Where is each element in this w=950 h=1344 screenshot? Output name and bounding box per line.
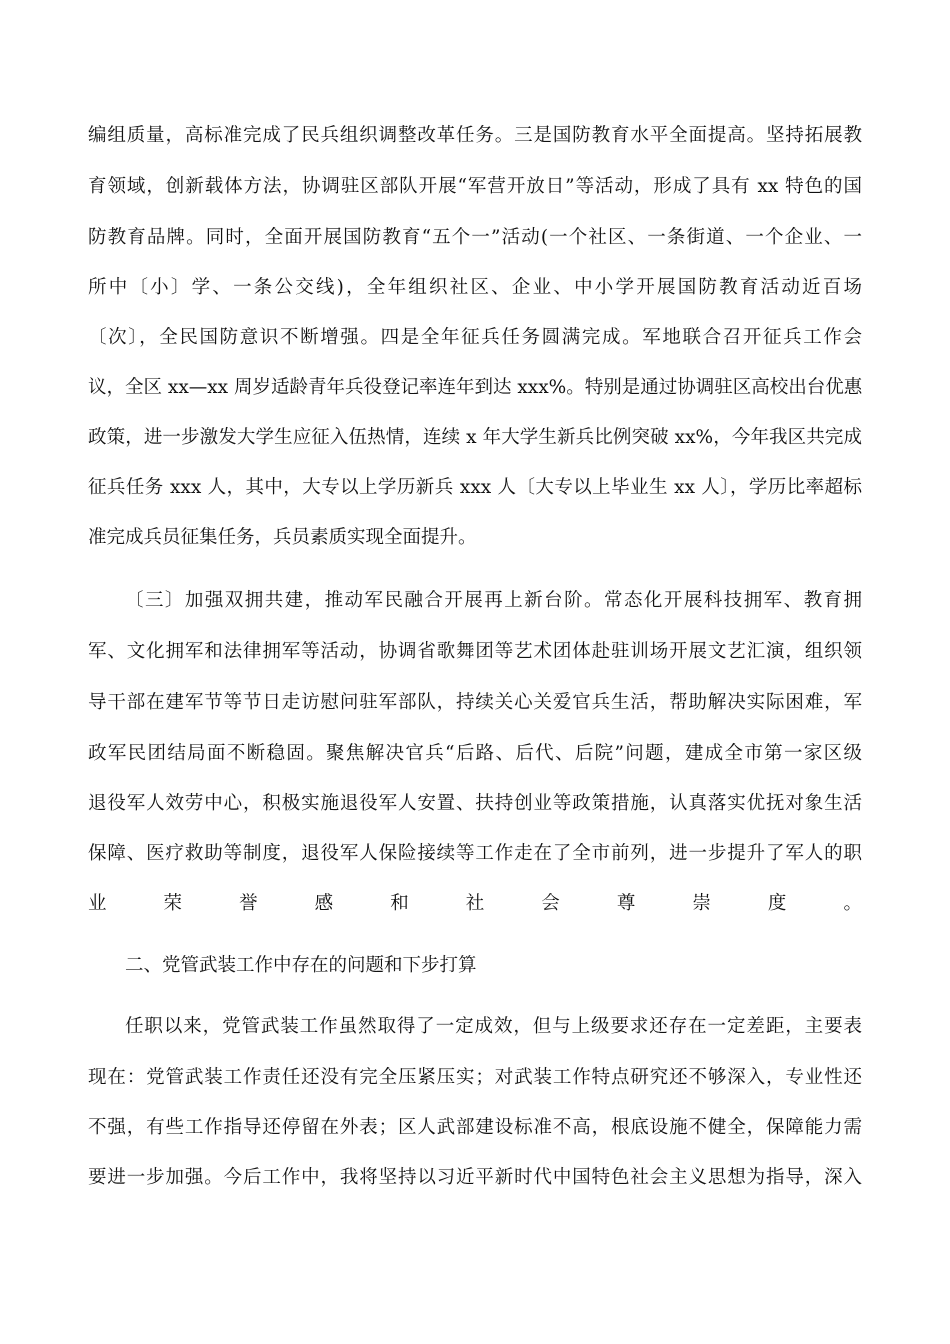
text-line: 政军民团结局面不断稳固。聚焦解决官兵“后路、后代、后院”问题，建成全市第一家区级 — [88, 743, 862, 764]
text-line: 要进一步加强。今后工作中，我将坚持以习近平新时代中国特色社会主义思想为指导，深入 — [88, 1167, 862, 1188]
paragraph-heading-line: 〔三〕加强双拥共建，推动军民融合开展再上新台阶。常态化开展科技拥军、教育拥 — [125, 590, 862, 611]
text-line: 防教育品牌。同时，全面开展国防教育“五个一”活动(一个社区、一条街道、一个企业、一 — [88, 227, 862, 248]
text-line: 所中〔小〕学、一条公交线)，全年组织社区、企业、中小学开展国防教育活动近百场 — [88, 277, 862, 298]
text-line: 保障、医疗救助等制度，退役军人保险接续等工作走在了全市前列，进一步提升了军人的职 — [88, 843, 862, 864]
text-line: 现在：党管武装工作责任还没有完全压紧压实；对武装工作特点研究还不够深入，专业性还 — [88, 1067, 862, 1088]
text-line: 军、文化拥军和法律拥军等活动，协调省歌舞团等艺术团体赴驻训场开展文艺汇演，组织领 — [88, 641, 862, 662]
text-line: 议，全区 xx—xx 周岁适龄青年兵役登记率连年到达 xxx%。特别是通过协调驻区高校出台优惠 — [88, 377, 862, 398]
text-line: 退役军人效劳中心，积极实施退役军人安置、扶持创业等政策措施，认真落实优抚对象生活 — [88, 793, 862, 814]
text-line: 〔次〕，全民国防意识不断增强。四是全年征兵任务圆满完成。军地联合召开征兵工作会 — [88, 327, 862, 348]
text-line: 政策，进一步激发大学生应征入伍热情，连续 x 年大学生新兵比例突破 xx%，今年我区共完成 — [88, 427, 862, 448]
text-line: 编组质量，高标准完成了民兵组织调整改革任务。三是国防教育水平全面提高。坚持拓展教 — [88, 125, 862, 146]
text-line: 任职以来，党管武装工作虽然取得了一定成效，但与上级要求还存在一定差距，主要表 — [125, 1016, 862, 1037]
text-line: 征兵任务 xxx 人，其中，大专以上学历新兵 xxx 人〔大专以上毕业生 xx 人〕，学历比率超标 — [88, 477, 862, 498]
text-line: 不强，有些工作指导还停留在外表；区人武部建设标准不高，根底设施不健全，保障能力需 — [88, 1117, 862, 1138]
text-line: 准完成兵员征集任务，兵员素质实现全面提升。 — [88, 527, 477, 548]
text-line: 导干部在建军节等节日走访慰问驻军部队，持续关心关爱官兵生活，帮助解决实际困难，军 — [88, 692, 862, 713]
text-line: 业荣誉感和社会尊崇度。 — [88, 893, 862, 914]
section-heading: 二、党管武装工作中存在的问题和下步打算 — [125, 955, 477, 976]
text-line: 育领域，创新载体方法，协调驻区部队开展“军营开放日”等活动，形成了具有 xx 特色的国 — [88, 176, 862, 197]
